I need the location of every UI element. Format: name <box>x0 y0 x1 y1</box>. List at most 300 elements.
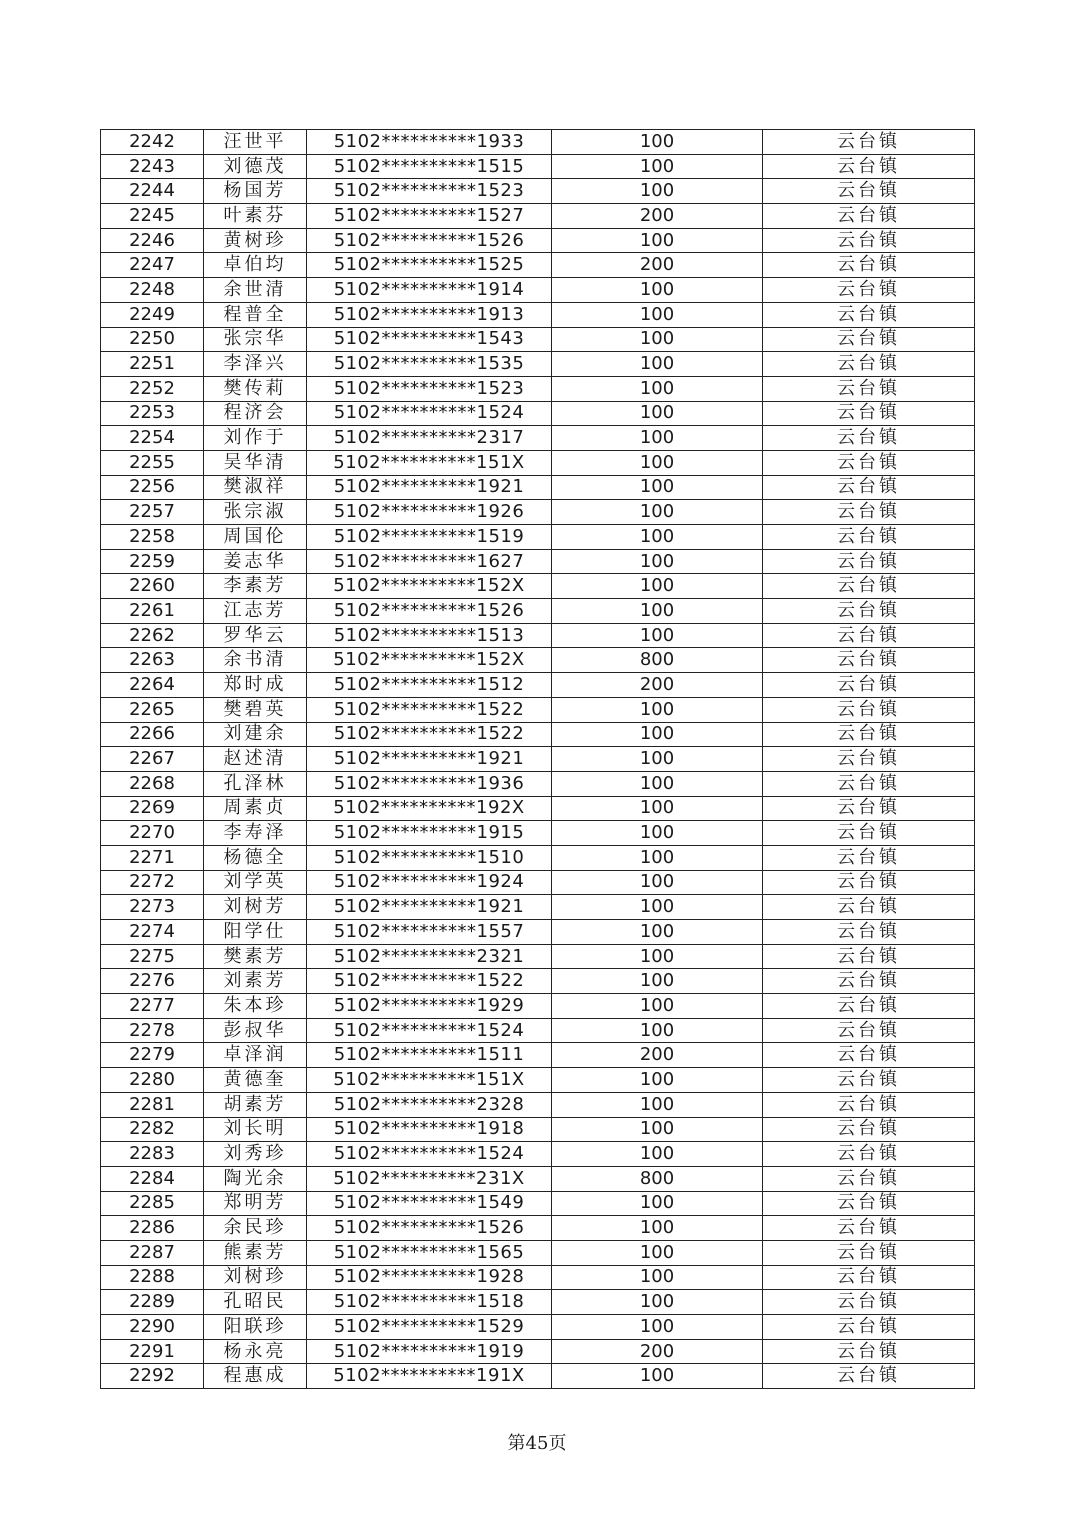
amount-cell: 800 <box>552 1166 763 1191</box>
row-number-cell: 2282 <box>101 1117 204 1142</box>
town-cell: 云台镇 <box>763 870 975 895</box>
table-row <box>101 549 975 574</box>
town-cell: 云台镇 <box>763 549 975 574</box>
id-number-cell: 5102**********1921 <box>307 475 552 500</box>
table-row <box>101 623 975 648</box>
row-number-cell: 2245 <box>101 204 204 229</box>
row-number-cell: 2272 <box>101 870 204 895</box>
row-number-cell: 2277 <box>101 994 204 1019</box>
amount-cell: 100 <box>552 1117 763 1142</box>
name-cell: 阳学仕 <box>204 920 307 945</box>
id-number-cell: 5102**********1549 <box>307 1191 552 1216</box>
table-row <box>101 179 975 204</box>
town-cell: 云台镇 <box>763 648 975 673</box>
town-cell: 云台镇 <box>763 475 975 500</box>
id-number-cell: 5102**********192X <box>307 796 552 821</box>
table-row <box>101 278 975 303</box>
town-cell: 云台镇 <box>763 450 975 475</box>
row-number-cell: 2249 <box>101 302 204 327</box>
row-number-cell: 2279 <box>101 1043 204 1068</box>
name-cell: 周素贞 <box>204 796 307 821</box>
amount-cell: 100 <box>552 994 763 1019</box>
id-number-cell: 5102**********1522 <box>307 722 552 747</box>
row-number-cell: 2273 <box>101 895 204 920</box>
amount-cell: 100 <box>552 1142 763 1167</box>
town-cell: 云台镇 <box>763 1018 975 1043</box>
amount-cell: 100 <box>552 1191 763 1216</box>
row-number-cell: 2287 <box>101 1240 204 1265</box>
name-cell: 樊碧英 <box>204 697 307 722</box>
amount-cell: 100 <box>552 228 763 253</box>
name-cell: 胡素芳 <box>204 1092 307 1117</box>
amount-cell: 100 <box>552 500 763 525</box>
amount-cell: 200 <box>552 1043 763 1068</box>
table-row <box>101 920 975 945</box>
id-number-cell: 5102**********2317 <box>307 426 552 451</box>
amount-cell: 100 <box>552 352 763 377</box>
amount-cell: 100 <box>552 302 763 327</box>
row-number-cell: 2258 <box>101 525 204 550</box>
town-cell: 云台镇 <box>763 697 975 722</box>
row-number-cell: 2281 <box>101 1092 204 1117</box>
town-cell: 云台镇 <box>763 1315 975 1340</box>
town-cell: 云台镇 <box>763 352 975 377</box>
town-cell: 云台镇 <box>763 1191 975 1216</box>
name-cell: 孔泽林 <box>204 771 307 796</box>
name-cell: 程济会 <box>204 401 307 426</box>
amount-cell: 100 <box>552 327 763 352</box>
id-number-cell: 5102**********1913 <box>307 302 552 327</box>
name-cell: 阳联珍 <box>204 1315 307 1340</box>
table-row <box>101 154 975 179</box>
name-cell: 刘学英 <box>204 870 307 895</box>
town-cell: 云台镇 <box>763 895 975 920</box>
id-number-cell: 5102**********1627 <box>307 549 552 574</box>
name-cell: 杨国芳 <box>204 179 307 204</box>
amount-cell: 100 <box>552 179 763 204</box>
name-cell: 叶素芬 <box>204 204 307 229</box>
id-number-cell: 5102**********1529 <box>307 1315 552 1340</box>
amount-cell: 100 <box>552 1092 763 1117</box>
name-cell: 卓泽润 <box>204 1043 307 1068</box>
id-number-cell: 5102**********1522 <box>307 969 552 994</box>
name-cell: 罗华云 <box>204 623 307 648</box>
town-cell: 云台镇 <box>763 1265 975 1290</box>
table-row <box>101 1216 975 1241</box>
name-cell: 刘作于 <box>204 426 307 451</box>
name-cell: 熊素芳 <box>204 1240 307 1265</box>
town-cell: 云台镇 <box>763 1240 975 1265</box>
amount-cell: 100 <box>552 599 763 624</box>
id-number-cell: 5102**********152X <box>307 648 552 673</box>
table-row <box>101 401 975 426</box>
name-cell: 杨德全 <box>204 845 307 870</box>
table-row <box>101 450 975 475</box>
name-cell: 吴华清 <box>204 450 307 475</box>
name-cell: 樊素芳 <box>204 944 307 969</box>
town-cell: 云台镇 <box>763 574 975 599</box>
name-cell: 朱本珍 <box>204 994 307 1019</box>
id-number-cell: 5102**********1523 <box>307 179 552 204</box>
row-number-cell: 2264 <box>101 673 204 698</box>
table-row <box>101 525 975 550</box>
amount-cell: 800 <box>552 648 763 673</box>
table-row <box>101 1191 975 1216</box>
town-cell: 云台镇 <box>763 179 975 204</box>
name-cell: 黄德奎 <box>204 1068 307 1093</box>
id-number-cell: 5102**********191X <box>307 1364 552 1389</box>
town-cell: 云台镇 <box>763 771 975 796</box>
name-cell: 张宗华 <box>204 327 307 352</box>
id-number-cell: 5102**********1543 <box>307 327 552 352</box>
row-number-cell: 2292 <box>101 1364 204 1389</box>
amount-cell: 100 <box>552 574 763 599</box>
table-row <box>101 1068 975 1093</box>
amount-cell: 100 <box>552 1290 763 1315</box>
table-row <box>101 204 975 229</box>
row-number-cell: 2270 <box>101 821 204 846</box>
row-number-cell: 2261 <box>101 599 204 624</box>
row-number-cell: 2268 <box>101 771 204 796</box>
row-number-cell: 2286 <box>101 1216 204 1241</box>
table-row <box>101 253 975 278</box>
amount-cell: 100 <box>552 944 763 969</box>
name-cell: 江志芳 <box>204 599 307 624</box>
table-row <box>101 648 975 673</box>
row-number-cell: 2266 <box>101 722 204 747</box>
amount-cell: 100 <box>552 796 763 821</box>
amount-cell: 100 <box>552 376 763 401</box>
table-row <box>101 969 975 994</box>
amount-cell: 100 <box>552 549 763 574</box>
table-row <box>101 1043 975 1068</box>
row-number-cell: 2256 <box>101 475 204 500</box>
id-number-cell: 5102**********1924 <box>307 870 552 895</box>
row-number-cell: 2291 <box>101 1339 204 1364</box>
amount-cell: 100 <box>552 154 763 179</box>
row-number-cell: 2280 <box>101 1068 204 1093</box>
table-row <box>101 944 975 969</box>
table-row <box>101 796 975 821</box>
id-number-cell: 5102**********1565 <box>307 1240 552 1265</box>
name-cell: 刘长明 <box>204 1117 307 1142</box>
town-cell: 云台镇 <box>763 673 975 698</box>
amount-cell: 100 <box>552 969 763 994</box>
id-number-cell: 5102**********1919 <box>307 1339 552 1364</box>
row-number-cell: 2253 <box>101 401 204 426</box>
table-row <box>101 1166 975 1191</box>
id-number-cell: 5102**********1914 <box>307 278 552 303</box>
name-cell: 刘素芳 <box>204 969 307 994</box>
id-number-cell: 5102**********1523 <box>307 376 552 401</box>
town-cell: 云台镇 <box>763 154 975 179</box>
table-row <box>101 1092 975 1117</box>
town-cell: 云台镇 <box>763 845 975 870</box>
data-table <box>100 129 975 1389</box>
table-row <box>101 895 975 920</box>
amount-cell: 100 <box>552 623 763 648</box>
town-cell: 云台镇 <box>763 327 975 352</box>
row-number-cell: 2284 <box>101 1166 204 1191</box>
id-number-cell: 5102**********1526 <box>307 1216 552 1241</box>
town-cell: 云台镇 <box>763 1068 975 1093</box>
id-number-cell: 5102**********1524 <box>307 1142 552 1167</box>
table-row <box>101 130 975 155</box>
town-cell: 云台镇 <box>763 1364 975 1389</box>
name-cell: 余书清 <box>204 648 307 673</box>
town-cell: 云台镇 <box>763 1216 975 1241</box>
amount-cell: 100 <box>552 278 763 303</box>
row-number-cell: 2290 <box>101 1315 204 1340</box>
name-cell: 郑明芳 <box>204 1191 307 1216</box>
id-number-cell: 5102**********1519 <box>307 525 552 550</box>
amount-cell: 100 <box>552 722 763 747</box>
row-number-cell: 2252 <box>101 376 204 401</box>
amount-cell: 100 <box>552 450 763 475</box>
id-number-cell: 5102**********1918 <box>307 1117 552 1142</box>
table-row <box>101 352 975 377</box>
row-number-cell: 2271 <box>101 845 204 870</box>
row-number-cell: 2265 <box>101 697 204 722</box>
name-cell: 程惠成 <box>204 1364 307 1389</box>
amount-cell: 200 <box>552 253 763 278</box>
table-row <box>101 1117 975 1142</box>
row-number-cell: 2242 <box>101 130 204 155</box>
name-cell: 陶光余 <box>204 1166 307 1191</box>
id-number-cell: 5102**********1915 <box>307 821 552 846</box>
id-number-cell: 5102**********1515 <box>307 154 552 179</box>
amount-cell: 100 <box>552 1315 763 1340</box>
amount-cell: 100 <box>552 475 763 500</box>
table-row <box>101 1018 975 1043</box>
table-row <box>101 771 975 796</box>
id-number-cell: 5102**********2328 <box>307 1092 552 1117</box>
name-cell: 赵述清 <box>204 747 307 772</box>
amount-cell: 100 <box>552 1018 763 1043</box>
town-cell: 云台镇 <box>763 426 975 451</box>
table-row <box>101 1364 975 1389</box>
name-cell: 汪世平 <box>204 130 307 155</box>
amount-cell: 100 <box>552 1364 763 1389</box>
id-number-cell: 5102**********1525 <box>307 253 552 278</box>
id-number-cell: 5102**********151X <box>307 1068 552 1093</box>
table-row <box>101 994 975 1019</box>
town-cell: 云台镇 <box>763 1166 975 1191</box>
amount-cell: 200 <box>552 673 763 698</box>
row-number-cell: 2288 <box>101 1265 204 1290</box>
name-cell: 刘树珍 <box>204 1265 307 1290</box>
row-number-cell: 2267 <box>101 747 204 772</box>
town-cell: 云台镇 <box>763 1043 975 1068</box>
table-row <box>101 747 975 772</box>
name-cell: 刘秀珍 <box>204 1142 307 1167</box>
table-row <box>101 1142 975 1167</box>
row-number-cell: 2259 <box>101 549 204 574</box>
amount-cell: 100 <box>552 401 763 426</box>
row-number-cell: 2260 <box>101 574 204 599</box>
town-cell: 云台镇 <box>763 747 975 772</box>
amount-cell: 100 <box>552 845 763 870</box>
name-cell: 卓伯均 <box>204 253 307 278</box>
table-row <box>101 475 975 500</box>
row-number-cell: 2257 <box>101 500 204 525</box>
id-number-cell: 5102**********1936 <box>307 771 552 796</box>
town-cell: 云台镇 <box>763 796 975 821</box>
town-cell: 云台镇 <box>763 253 975 278</box>
name-cell: 樊传莉 <box>204 376 307 401</box>
table-row <box>101 599 975 624</box>
row-number-cell: 2244 <box>101 179 204 204</box>
row-number-cell: 2246 <box>101 228 204 253</box>
amount-cell: 100 <box>552 1265 763 1290</box>
id-number-cell: 5102**********1929 <box>307 994 552 1019</box>
id-number-cell: 5102**********151X <box>307 450 552 475</box>
table-row <box>101 845 975 870</box>
name-cell: 李寿泽 <box>204 821 307 846</box>
town-cell: 云台镇 <box>763 500 975 525</box>
id-number-cell: 5102**********1928 <box>307 1265 552 1290</box>
id-number-cell: 5102**********1510 <box>307 845 552 870</box>
amount-cell: 100 <box>552 697 763 722</box>
id-number-cell: 5102**********1524 <box>307 1018 552 1043</box>
amount-cell: 100 <box>552 747 763 772</box>
name-cell: 杨永亮 <box>204 1339 307 1364</box>
table-row <box>101 302 975 327</box>
town-cell: 云台镇 <box>763 920 975 945</box>
table-row <box>101 228 975 253</box>
town-cell: 云台镇 <box>763 1092 975 1117</box>
name-cell: 余世清 <box>204 278 307 303</box>
town-cell: 云台镇 <box>763 944 975 969</box>
town-cell: 云台镇 <box>763 1339 975 1364</box>
id-number-cell: 5102**********1557 <box>307 920 552 945</box>
id-number-cell: 5102**********1933 <box>307 130 552 155</box>
amount-cell: 200 <box>552 204 763 229</box>
row-number-cell: 2278 <box>101 1018 204 1043</box>
name-cell: 孔昭民 <box>204 1290 307 1315</box>
town-cell: 云台镇 <box>763 204 975 229</box>
table-row <box>101 697 975 722</box>
id-number-cell: 5102**********1513 <box>307 623 552 648</box>
amount-cell: 100 <box>552 1216 763 1241</box>
row-number-cell: 2250 <box>101 327 204 352</box>
amount-cell: 100 <box>552 525 763 550</box>
amount-cell: 100 <box>552 771 763 796</box>
row-number-cell: 2285 <box>101 1191 204 1216</box>
amount-cell: 100 <box>552 821 763 846</box>
table-row <box>101 1339 975 1364</box>
table-row <box>101 1265 975 1290</box>
town-cell: 云台镇 <box>763 1142 975 1167</box>
row-number-cell: 2274 <box>101 920 204 945</box>
name-cell: 姜志华 <box>204 549 307 574</box>
table-row <box>101 1240 975 1265</box>
name-cell: 彭叔华 <box>204 1018 307 1043</box>
town-cell: 云台镇 <box>763 376 975 401</box>
table-row <box>101 722 975 747</box>
name-cell: 周国伦 <box>204 525 307 550</box>
table-row <box>101 327 975 352</box>
row-number-cell: 2289 <box>101 1290 204 1315</box>
town-cell: 云台镇 <box>763 994 975 1019</box>
row-number-cell: 2251 <box>101 352 204 377</box>
name-cell: 刘德茂 <box>204 154 307 179</box>
amount-cell: 100 <box>552 426 763 451</box>
town-cell: 云台镇 <box>763 599 975 624</box>
row-number-cell: 2247 <box>101 253 204 278</box>
row-number-cell: 2269 <box>101 796 204 821</box>
id-number-cell: 5102**********1522 <box>307 697 552 722</box>
id-number-cell: 5102**********231X <box>307 1166 552 1191</box>
name-cell: 张宗淑 <box>204 500 307 525</box>
table-row <box>101 376 975 401</box>
table-row <box>101 1315 975 1340</box>
name-cell: 程普全 <box>204 302 307 327</box>
name-cell: 余民珍 <box>204 1216 307 1241</box>
row-number-cell: 2254 <box>101 426 204 451</box>
table-body <box>101 130 975 1389</box>
table-row <box>101 673 975 698</box>
name-cell: 黄树珍 <box>204 228 307 253</box>
amount-cell: 100 <box>552 870 763 895</box>
town-cell: 云台镇 <box>763 722 975 747</box>
name-cell: 刘建余 <box>204 722 307 747</box>
amount-cell: 100 <box>552 130 763 155</box>
id-number-cell: 5102**********1526 <box>307 228 552 253</box>
name-cell: 刘树芳 <box>204 895 307 920</box>
town-cell: 云台镇 <box>763 278 975 303</box>
name-cell: 李素芳 <box>204 574 307 599</box>
id-number-cell: 5102**********1511 <box>307 1043 552 1068</box>
table-row <box>101 870 975 895</box>
amount-cell: 100 <box>552 1240 763 1265</box>
row-number-cell: 2276 <box>101 969 204 994</box>
id-number-cell: 5102**********2321 <box>307 944 552 969</box>
id-number-cell: 5102**********152X <box>307 574 552 599</box>
id-number-cell: 5102**********1512 <box>307 673 552 698</box>
id-number-cell: 5102**********1926 <box>307 500 552 525</box>
amount-cell: 100 <box>552 895 763 920</box>
table-row <box>101 1290 975 1315</box>
id-number-cell: 5102**********1535 <box>307 352 552 377</box>
table-row <box>101 574 975 599</box>
row-number-cell: 2262 <box>101 623 204 648</box>
table-row <box>101 500 975 525</box>
town-cell: 云台镇 <box>763 525 975 550</box>
town-cell: 云台镇 <box>763 1290 975 1315</box>
id-number-cell: 5102**********1527 <box>307 204 552 229</box>
table-row <box>101 426 975 451</box>
row-number-cell: 2248 <box>101 278 204 303</box>
name-cell: 郑时成 <box>204 673 307 698</box>
page-number: 第45页 <box>507 1433 567 1454</box>
row-number-cell: 2255 <box>101 450 204 475</box>
id-number-cell: 5102**********1518 <box>307 1290 552 1315</box>
id-number-cell: 5102**********1524 <box>307 401 552 426</box>
row-number-cell: 2243 <box>101 154 204 179</box>
town-cell: 云台镇 <box>763 821 975 846</box>
town-cell: 云台镇 <box>763 302 975 327</box>
name-cell: 樊淑祥 <box>204 475 307 500</box>
id-number-cell: 5102**********1526 <box>307 599 552 624</box>
name-cell: 李泽兴 <box>204 352 307 377</box>
row-number-cell: 2283 <box>101 1142 204 1167</box>
id-number-cell: 5102**********1921 <box>307 895 552 920</box>
row-number-cell: 2263 <box>101 648 204 673</box>
amount-cell: 100 <box>552 1068 763 1093</box>
town-cell: 云台镇 <box>763 623 975 648</box>
amount-cell: 200 <box>552 1339 763 1364</box>
